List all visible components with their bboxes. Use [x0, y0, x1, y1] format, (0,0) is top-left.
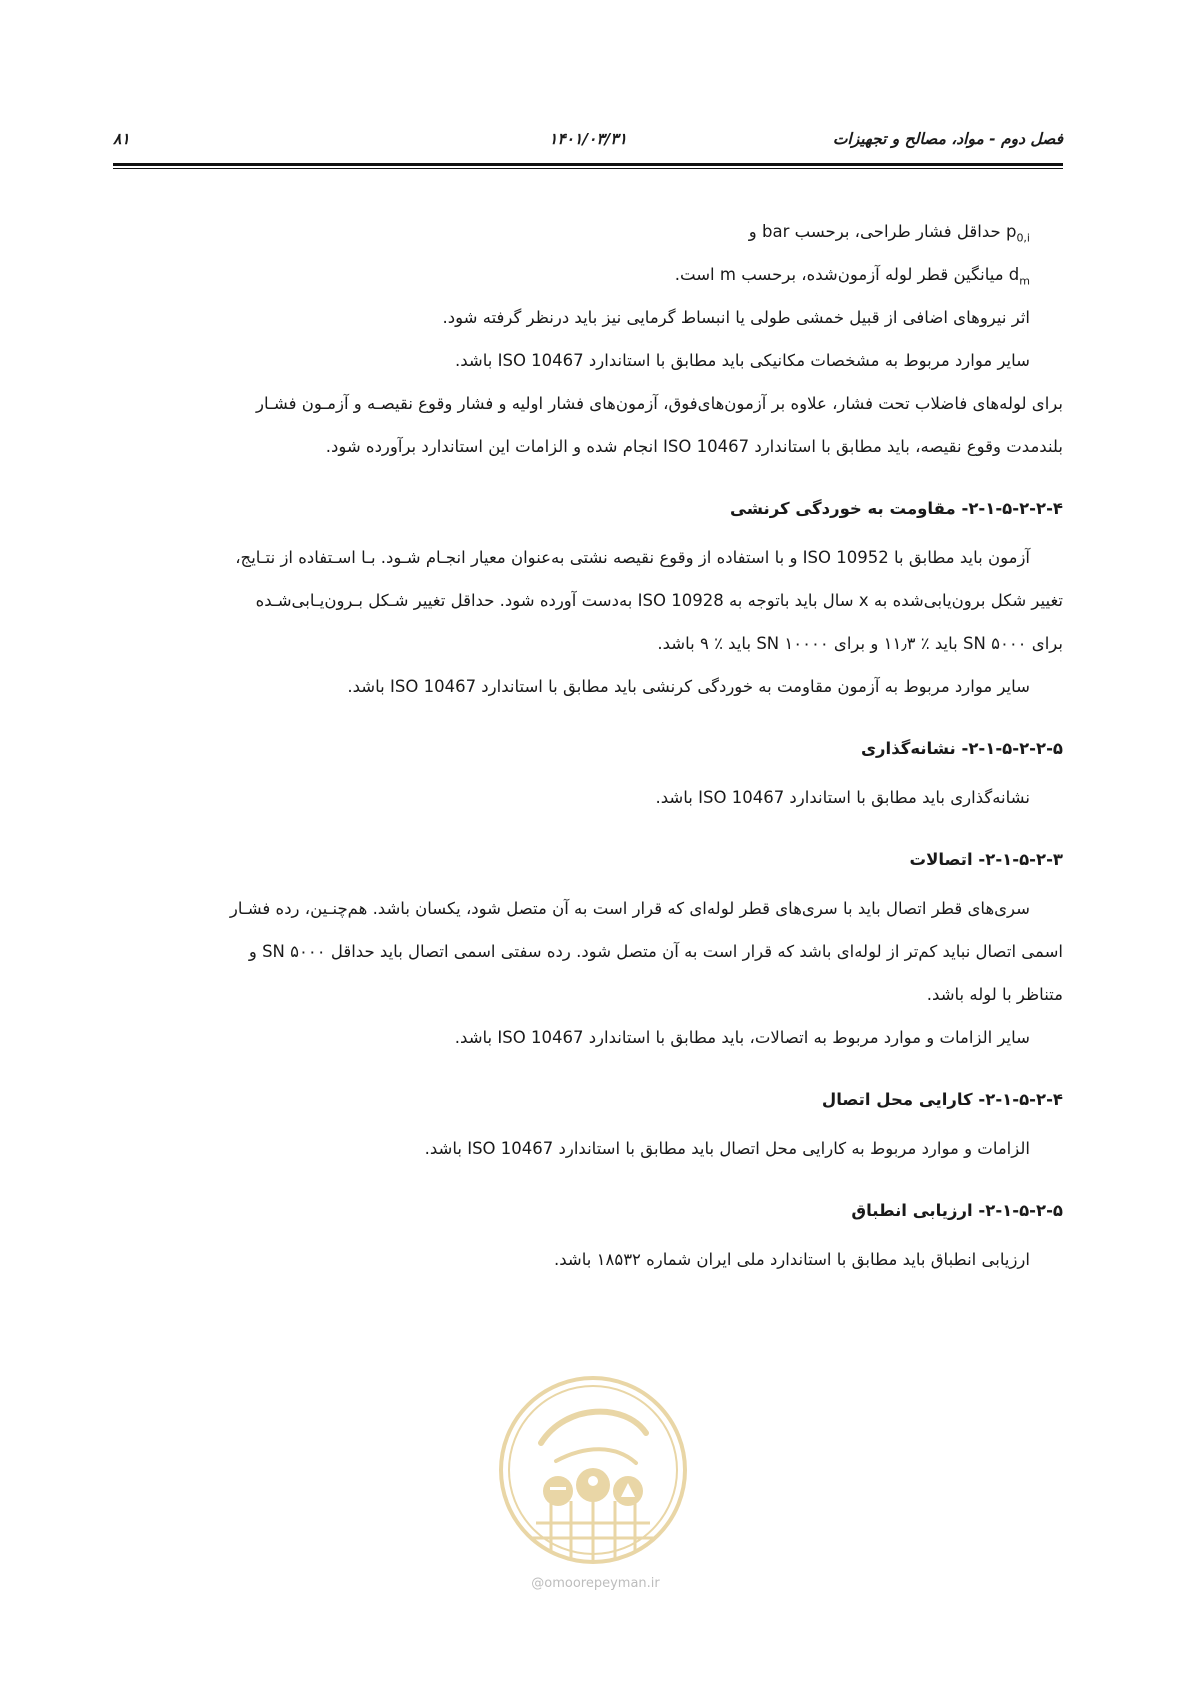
- watermark-url: @omoorepeyman.ir: [531, 1576, 660, 1591]
- header-rule-thin: [113, 168, 1063, 169]
- paragraph-sewer-line-2: بلندمدت وقوع نقیصه، باید مطابق با استاندارد ISO 10467 انجام شده و الزامات این استاندارد برآورده شود.: [325, 437, 1063, 456]
- paragraph-other-mechanical: سایر موارد مربوط به مشخصات مکانیکی باید مطابق با استاندارد ISO 10467 باشد.: [455, 351, 1030, 370]
- stamp-emblem-icon: [496, 1373, 690, 1567]
- header-rule-thick: [113, 163, 1063, 166]
- p0i-text: حداقل فشار طراحی، برحسب bar و: [748, 222, 1001, 241]
- joints-line-2: اسمی اتصال نباید کم‌تر از لوله‌ای باشد که قرار است به آن متصل شود. رده سفتی اسمی اتصال باید حداقل SN ۵۰۰۰ و: [248, 942, 1063, 961]
- page-header: [113, 130, 1063, 156]
- section-heading-strain-corrosion: ۲-۱-۵-۲-۲-۴- مقاومت به خوردگی کرنشی: [730, 499, 1063, 518]
- watermark-stamp: [496, 1373, 690, 1567]
- conformity-line-1: ارزیابی انطباق باید مطابق با استاندارد ملی ایران شماره ۱۸۵۳۲ باشد.: [554, 1250, 1030, 1269]
- joints-line-4: سایر الزامات و موارد مربوط به اتصالات، باید مطابق با استاندارد ISO 10467 باشد.: [454, 1028, 1030, 1047]
- header-date: ۱۴۰۱/۰۳/۳۱: [549, 130, 627, 148]
- page-number: ۸۱: [113, 130, 130, 148]
- strain-line-1: آزمون باید مطابق با ISO 10952 و با استفاده از وقوع نقیصه نشتی به‌عنوان معیار انجـام شـود. بـا اسـتفاده از نتـایج،: [235, 548, 1030, 567]
- strain-line-3: برای SN ۵۰۰۰ باید ٪ ۱۱٫۳ و برای SN ۱۰۰۰۰ باید ٪ ۹ باشد.: [657, 634, 1063, 653]
- symbol-definition-p0i: [113, 210, 1063, 253]
- paragraph-extra-forces: اثر نیروهای اضافی از قبیل خمشی طولی یا انبساط گرمایی نیز باید درنظر گرفته شود.: [442, 308, 1030, 327]
- strain-line-4: سایر موارد مربوط به آزمون مقاومت به خوردگی کرنشی باید مطابق با استاندارد ISO 10467 باشد.: [347, 677, 1030, 696]
- marking-line-1: نشانه‌گذاری باید مطابق با استاندارد ISO 10467 باشد.: [655, 788, 1030, 807]
- p0i-symbol: $p_{0,i}$: [1005, 222, 1030, 245]
- dm-symbol: $d_m$: [1008, 265, 1030, 288]
- page-content: [113, 210, 1063, 1281]
- joint-performance-line-1: الزامات و موارد مربوط به کارایی محل اتصال باید مطابق با استاندارد ISO 10467 باشد.: [424, 1139, 1030, 1158]
- joints-line-1: سری‌های قطر اتصال باید با سری‌های قطر لوله‌ای که قرار است به آن متصل شود، یکسان باشد. هم‌چنـین، رده فشـار: [229, 899, 1030, 918]
- section-heading-joint-performance: ۲-۱-۵-۲-۴- کارایی محل اتصال: [821, 1090, 1063, 1109]
- section-heading-conformity: ۲-۱-۵-۲-۵- ارزیابی انطباق: [851, 1201, 1063, 1220]
- dm-text: میانگین قطر لوله آزمون‌شده، برحسب m است.: [674, 265, 1004, 284]
- joints-line-3: متناظر با لوله باشد.: [926, 985, 1063, 1004]
- section-heading-joints: ۲-۱-۵-۲-۳- اتصالات: [909, 850, 1063, 869]
- chapter-title: فصل دوم - مواد، مصالح و تجهیزات: [832, 130, 1063, 148]
- section-heading-marking: ۲-۱-۵-۲-۲-۵- نشانه‌گذاری: [860, 739, 1063, 758]
- paragraph-sewer-line-1: برای لوله‌های فاضلاب تحت فشار، علاوه بر آزمون‌های‌فوق، آزمون‌های فشار اولیه و فشار وقوع نقیصـه و آزمـون فشـار: [256, 394, 1063, 413]
- symbol-definition-dm: [113, 253, 1063, 296]
- strain-line-2: تغییر شکل برون‌یابی‌شده به x سال باید باتوجه به ISO 10928 به‌دست آورده شود. حداقل تغییر شـکل بـرون‌یـابی‌شـده: [255, 591, 1063, 610]
